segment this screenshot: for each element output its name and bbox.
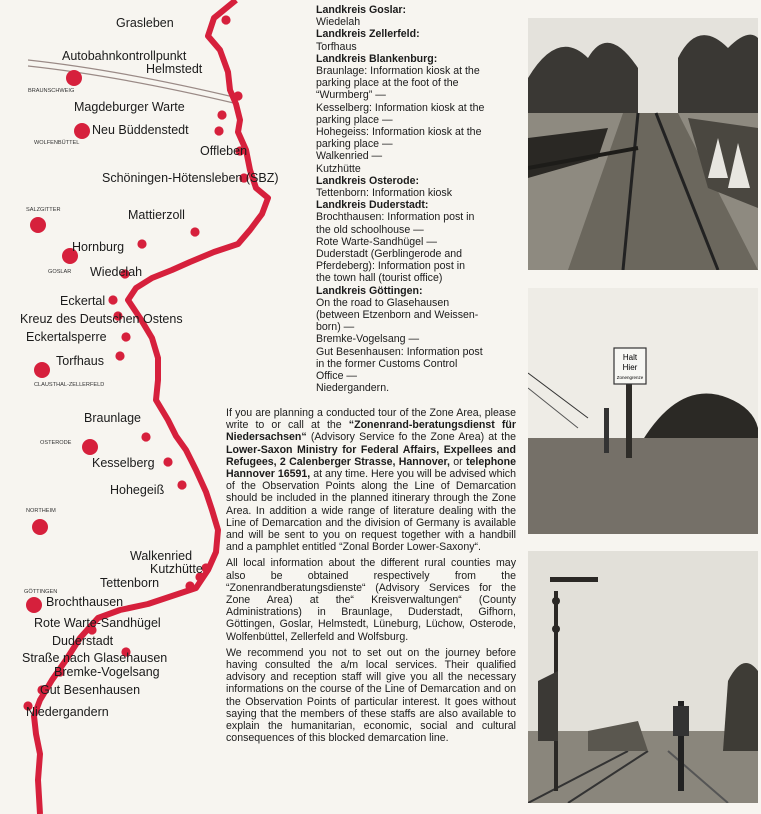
observation-point-line: On the road to Glasehausen (316, 296, 450, 309)
town-label: SALZGITTER (26, 207, 61, 213)
place-label: Torfhaus (56, 354, 104, 368)
observation-point-dot (221, 15, 230, 24)
county-heading: Landkreis Goslar: (316, 4, 407, 16)
town-label: WOLFENBÜTTEL (34, 140, 80, 146)
observation-point-dot (121, 332, 130, 341)
observation-point-line: Pferdeberg): Information post in (316, 260, 465, 273)
county-heading: Landkreis Osterode: (316, 174, 420, 187)
paragraph-advisory-service (226, 407, 516, 553)
observation-point-line: Rote Warte-Sandhügel — (316, 235, 437, 248)
observation-point-dot (177, 480, 186, 489)
place-label: Autobahnkontrollpunkt (62, 49, 187, 63)
observation-point-line: Tettenborn: Information kiosk (316, 187, 453, 200)
text-run: at any time. Here you will be advised which of the Observation Points along the Line of Demarcation should be included in the planned itinerary through the Zone Area. In addition a wide range of literature dealing with the Line of Demarcation and the division of Germany is available and will be sent to you on request together with a handbill and a pamphlet entitled “Zonal Border Lower-Saxony“. (226, 468, 517, 554)
sign-text-zonengrenze: Zonengrenze (616, 375, 644, 380)
observation-point-line: Brochthausen: Information post in (316, 211, 475, 224)
observation-point-line: in the former Customs Control (316, 357, 458, 370)
place-label: Kesselberg (92, 456, 155, 470)
observation-point-dot (190, 227, 199, 236)
observation-point-dot (115, 351, 124, 360)
place-label: Walkenried (130, 549, 193, 563)
county-heading: Landkreis Blankenburg: (316, 52, 438, 65)
observation-point-line: Walkenried — (316, 150, 383, 163)
place-label: Tettenborn (100, 576, 160, 590)
observation-point-line: Duderstadt (Gerblingerode and (316, 248, 463, 261)
sign-text-hier: Hier (622, 363, 638, 372)
place-label: Mattierzoll (128, 208, 185, 222)
observation-point-dot (141, 432, 150, 441)
town-dot (26, 597, 42, 613)
observation-point-dot (108, 295, 117, 304)
body-text (226, 407, 516, 748)
town-label: GÖTTINGEN (24, 589, 58, 595)
town-dot (32, 519, 48, 535)
photo-halt-sign (528, 288, 758, 534)
observation-point-line: “Wurmberg” — (316, 89, 386, 102)
place-label: Gut Besenhausen (40, 683, 141, 697)
town-dot (66, 70, 82, 86)
place-label: Offleben (200, 144, 248, 158)
observation-points-list (316, 4, 516, 395)
observation-point-line: Gut Besenhausen: Information post (316, 345, 483, 358)
observation-point-line: Braunlage: Information kiosk at the (316, 65, 480, 78)
observation-point-line: Kutzhütte (316, 162, 361, 175)
place-label: Braunlage (84, 411, 141, 425)
observation-point-line: parking place at the foot of the (316, 77, 459, 90)
town-dot (82, 439, 98, 455)
paragraph-local-information: All local information about the different rural counties may also be obtained respectively from the “Zonenrandberatungsdienste“ (Advisory Services for the Zone Area) at the“ Kreisverwaltungen“ (County Administrations) in Braunlage, Duderstadt, Gifhorn, Göttingen, Goslar, Helmstedt, Lüneburg, Lüchow, Osterode, Wolfenbüttel, Zellerfeld and Wolfsburg. (226, 557, 516, 643)
observation-point-dot (163, 457, 172, 466)
observation-point-dot (233, 91, 242, 100)
sign-text-halt: Halt (622, 353, 638, 362)
county-heading: Landkreis Zellerfeld: (316, 28, 420, 41)
place-label: Hohegeiß (110, 483, 165, 497)
observation-point-line: Office — (316, 370, 358, 383)
observation-point-line: Torfhaus (316, 40, 357, 53)
bold-text-run: telephone Hannover 16591, (226, 455, 517, 481)
observation-point-line: the old schoolhouse — (316, 223, 424, 236)
observation-point-dot (137, 239, 146, 248)
observation-point-line: born) — (316, 321, 355, 334)
place-label: Bremke-Vogelsang (54, 665, 160, 679)
observation-point-dot (217, 110, 226, 119)
town-label: BRAUNSCHWEIG (28, 88, 75, 94)
text-run: or (449, 455, 466, 468)
autobahn-road (28, 60, 238, 104)
county-heading: Landkreis Duderstadt: (316, 199, 429, 212)
place-label: Helmstedt (146, 62, 203, 76)
text-run: (Advisory Service fo the Zone Area) at the (306, 431, 516, 444)
place-label: Kreuz des Deutschen Ostens (20, 312, 183, 326)
observation-point-line: Wiedelah (316, 16, 361, 29)
place-label: Wiedelah (90, 265, 143, 279)
town-dot (30, 217, 46, 233)
text-run: If you are planning a conducted tour of the Zone Area, please write to or call at the (226, 407, 516, 432)
observation-point-line: Niedergandern. (316, 382, 390, 395)
place-label: Niedergandern (26, 705, 109, 719)
observation-point-dot (214, 126, 223, 135)
town-dot (34, 362, 50, 378)
town-dot (74, 123, 90, 139)
observation-point-line: Kesselberg: Information kiosk at the (316, 101, 485, 114)
place-label: Kutzhütte (150, 562, 203, 576)
observation-point-line: Bremke-Vogelsang — (316, 333, 420, 346)
observation-point-line: parking place — (316, 113, 393, 126)
paragraph-recommendation: We recommend you not to set out on the journey before having consulted the a/m local services. Their qualified advisory and reception staff will give you all the necessary informations on the course of the Line of Demarcation and on the Observation Points of particular interest. It goes without saying that the members of these staffs are also available to explain the humanitarian, economic, social and cultural consequences of this blocked demarcation line. (226, 646, 516, 745)
observation-point-line: parking place — (316, 138, 393, 151)
photo-railway-signal (528, 551, 758, 803)
town-label: GOSLAR (48, 269, 72, 275)
place-label: Brochthausen (46, 595, 124, 609)
place-label: Eckertalsperre (26, 330, 107, 344)
town-label: CLAUSTHAL-ZELLERFELD (34, 382, 105, 388)
town-label: OSTERODE (40, 440, 72, 446)
town-label: NORTHEIM (26, 508, 56, 514)
place-label: Schöningen-Hötensleben (SBZ) (102, 171, 279, 185)
place-label: Eckertal (60, 294, 106, 308)
place-label: Magdeburger Warte (74, 100, 185, 114)
observation-point-dot (185, 581, 194, 590)
place-label: Rote Warte-Sandhügel (34, 616, 161, 630)
bold-text-run: Lower-Saxon Ministry for Federal Affairs, Expellees and Refugees, 2 Calenberger Strasse, Hannover, (226, 443, 516, 468)
bold-text-run: “Zonenrand-beratungsdienst für Niedersachsen“ (226, 419, 516, 444)
observation-point-line: (between Etzenborn and Weissen- (316, 309, 479, 322)
county-heading: Landkreis Göttingen: (316, 284, 423, 297)
place-label: Hornburg (72, 240, 125, 254)
place-label: Straße nach Glasehausen (22, 651, 168, 665)
place-label: Duderstadt (52, 634, 114, 648)
observation-point-line: Hohegeiss: Information kiosk at the (316, 126, 482, 139)
photo-broken-bridge (528, 18, 758, 270)
place-label: Grasleben (116, 16, 174, 30)
place-label: Neu Büddenstedt (92, 123, 189, 137)
observation-point-line: the town hall (tourist office) (316, 272, 443, 285)
